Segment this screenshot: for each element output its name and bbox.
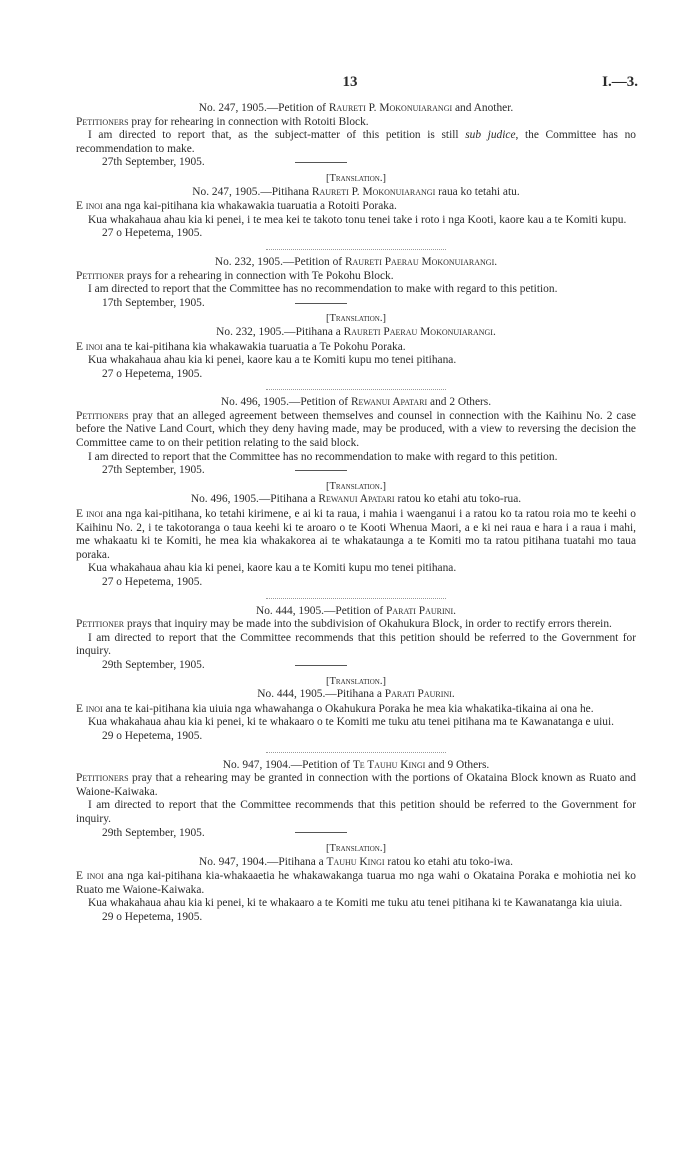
report-date-en: 27th September, 1905. — [76, 464, 636, 478]
report-date-mi: 27 o Hepetema, 1905. — [102, 367, 203, 380]
page-code: I.—3. — [602, 74, 638, 90]
report-date-en: 17th September, 1905. — [76, 297, 636, 311]
petitioner-name: Parati Paurini — [384, 688, 452, 701]
petition-prayer-en: Petitioner prays that inquiry may be made into the subdivision of Okahukura Block, in order to rectify errors therein. — [76, 618, 612, 631]
translation-label: [Translation.] — [326, 172, 386, 184]
petitioner-name: Raureti Paerau Mokonuiarangi — [343, 325, 493, 338]
petition-heading-mi: No. 947, 1904.—Pitihana a Tauhu Kingi ratou ko etahi atu toko-iwa. — [199, 855, 513, 868]
report-date-mi: 29 o Hepetema, 1905. — [102, 911, 203, 924]
petition-prayer-mi: E inoi ana te kai-pitihana kia uiuia nga whawahanga o Okahukura Poraka he mea kia whakatika-tikaina ai ona he. — [76, 702, 594, 715]
petition-heading-mi: No. 496, 1905.—Pitihana a Rewanui Apatari ratou ko etahi atu toko-rua. — [190, 493, 522, 506]
petition-entry — [76, 396, 636, 598]
petition-prayer-en: Petitioners pray that a rehearing may be granted in connection with the portions of Okataina Block known as Ruato and Waione-Kaiwaka. — [76, 772, 636, 798]
petition-entry — [76, 256, 636, 390]
petition-heading-mi: No. 444, 1905.—Pitihana a Parati Paurini. — [257, 688, 455, 701]
petitioner-name: Tauhu Kingi — [326, 855, 385, 868]
committee-report-mi: Kua whakahaua ahau kia ki penei, ki te whakaaro a te Komiti me tuku atu tenei pitihana ki te Kawanatanga kia uiuia. — [88, 897, 623, 910]
committee-report-en: I am directed to report that the Committee recommends that this petition should be referred to the Government for inquiry. — [76, 631, 636, 658]
report-date-mi: 27 o Hepetema, 1905. — [102, 576, 203, 588]
petition-prayer-en: Petitioners pray for rehearing in connection with Rotoiti Block. — [76, 115, 369, 128]
committee-report-en: I am directed to report that, as the subject-matter of this petition is still sub judice, the Committee has no recommendation to make. — [76, 129, 636, 155]
petition-heading-en: No. 232, 1905.—Petition of Raureti Paerau Mokonuiarangi. — [214, 255, 498, 268]
petition-heading-en: No. 444, 1905.—Petition of Parati Paurini. — [256, 604, 456, 617]
document-body — [76, 100, 636, 925]
entry-separator — [266, 389, 446, 390]
petitioner-name: Te Tauhu Kingi — [352, 758, 426, 771]
petitioner-name: Rewanui Apatari — [318, 493, 395, 506]
translation-label: [Translation.] — [326, 843, 386, 855]
petition-entry — [76, 605, 636, 753]
petition-prayer-mi: E inoi ana nga kai-pitihana, ko tetahi kirimene, e ai ki ta raua, i mahia i waenganui i a ratou ko ta ratou roia mo te keehi o Kaihinu No. 2, i te takotoranga o taua keehi ki te aroaro o te Kooti Whenua Maori, a e ki nei raua e hara i a raua i mahi, me whakaatu ki te Komiti, he mea kia whakakorea ai te whakataunga a te Komiti mo ta ratou pitihana tuatahi mo taua poraka. — [76, 508, 636, 561]
petition-prayer-mi: E inoi ana te kai-pitihana kia whakawakia tuaruatia a Te Pokohu Poraka. — [76, 340, 406, 353]
committee-report-mi: Kua whakahaua ahau kia ki penei, i te mea kei te takoto tonu tenei take i roto i nga Kooti, kaore kau a te Komiti kupu. — [88, 213, 627, 226]
committee-report-en: I am directed to report that the Committee has no recommendation to make with regard to this petition. — [88, 450, 558, 463]
page-number: 13 — [342, 74, 358, 90]
petition-prayer-mi: E inoi ana nga kai-pitihana kia whakawakia tuaruatia a Rotoiti Poraka. — [76, 200, 397, 213]
petition-entry — [76, 759, 636, 925]
short-rule — [295, 665, 347, 666]
petition-heading-en: No. 496, 1905.—Petition of Rewanui Apatari and 2 Others. — [220, 396, 492, 409]
short-rule — [295, 832, 347, 833]
entry-separator — [266, 598, 446, 599]
translation-label: [Translation.] — [326, 675, 386, 687]
translation-label: [Translation.] — [326, 480, 386, 492]
petition-prayer-en: Petitioner prays for a rehearing in connection with Te Pokohu Block. — [76, 269, 394, 282]
petition-entry — [76, 102, 636, 250]
entry-separator — [266, 249, 446, 250]
report-date-en: 29th September, 1905. — [76, 827, 636, 841]
short-rule — [295, 470, 347, 471]
committee-report-en: I am directed to report that the Committee recommends that this petition should be referred to the Government for inquiry. — [76, 799, 636, 825]
petitioner-name: Raureti P. Mokonuiarangi — [311, 185, 436, 198]
report-date-mi: 27 o Hepetema, 1905. — [102, 227, 203, 240]
petitioner-name: Raureti Paerau Mokonuiarangi — [344, 255, 495, 268]
petitioner-name: Rewanui Apatari — [350, 396, 428, 409]
report-date-en: 29th September, 1905. — [76, 659, 636, 673]
report-date-en: 27th September, 1905. — [76, 156, 636, 170]
committee-report-mi: Kua whakahaua ahau kia ki penei, ki te whakaaro o te Komiti me tuku atu tenei pitihana ma te Kawanatanga e uiui. — [88, 716, 614, 729]
translation-label: [Translation.] — [326, 313, 386, 325]
short-rule — [295, 162, 347, 163]
committee-report-mi: Kua whakahaua ahau kia ki penei, kaore kau a te Komiti kupu mo tenei pitihana. — [88, 562, 457, 575]
petitioner-name: Parati Paurini — [386, 604, 454, 617]
petition-heading-en: No. 947, 1904.—Petition of Te Tauhu Kingi and 9 Others. — [222, 758, 490, 771]
short-rule — [295, 303, 347, 304]
committee-report-mi: Kua whakahaua ahau kia ki penei, kaore kau a te Komiti kupu mo tenei pitihana. — [88, 354, 457, 367]
committee-report-en: I am directed to report that the Committee has no recommendation to make with regard to this petition. — [88, 283, 558, 296]
report-date-mi: 29 o Hepetema, 1905. — [102, 729, 203, 742]
petition-prayer-en: Petitioners pray that an alleged agreement between themselves and counsel in connection with the Kaihinu No. 2 case before the Native Land Court, which they deny having made, may be produced, with a view to reversing the decision the Committee came to on their petition relating to the said block. — [76, 409, 636, 450]
petitioner-name: Raureti P. Mokonuiarangi — [328, 102, 453, 114]
petition-heading-mi: No. 247, 1905.—Pitihana Raureti P. Mokonuiarangi raua ko tetahi atu. — [192, 185, 520, 198]
entry-separator — [266, 752, 446, 753]
petition-heading-en: No. 247, 1905.—Petition of Raureti P. Mokonuiarangi and Another. — [198, 102, 514, 114]
petition-prayer-mi: E inoi ana nga kai-pitihana kia-whakaaetia he whakawakanga tuarua mo nga wahi o Okataina Poraka e mohiotia nei ko Ruato me Waione-Kaiwaka. — [76, 870, 636, 896]
petition-heading-mi: No. 232, 1905.—Pitihana a Raureti Paerau Mokonuiarangi. — [216, 325, 496, 338]
